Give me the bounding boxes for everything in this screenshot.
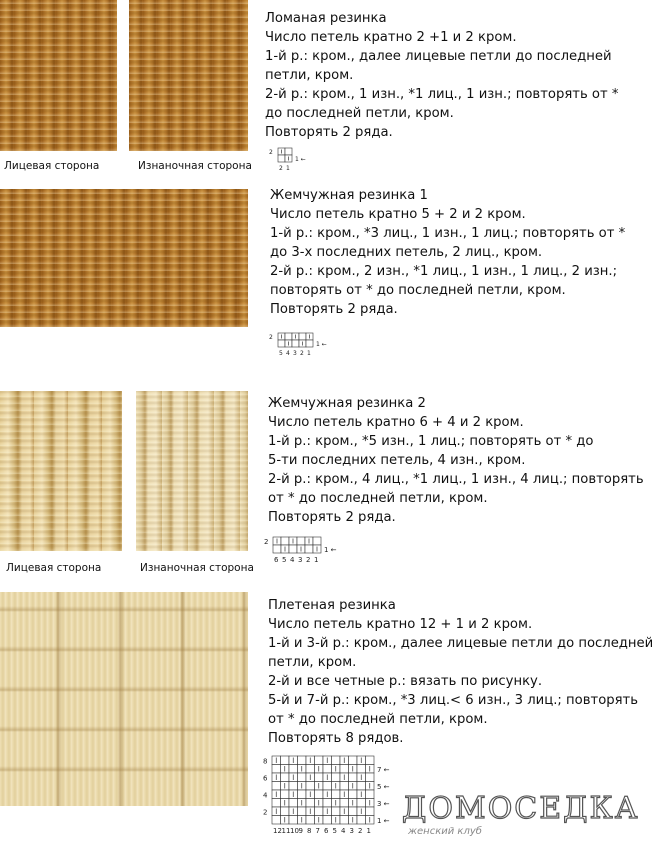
- chart-cell: [298, 807, 307, 816]
- chart-col-label: 4: [286, 350, 290, 357]
- knitting-chart-pearl-rib-1: [268, 331, 327, 363]
- caption-front-side: Лицевая сторона: [6, 562, 102, 574]
- chart-cell: [323, 782, 332, 791]
- chart-row-label: 7 ←: [377, 766, 390, 774]
- chart-col-label: 6: [274, 556, 279, 564]
- chart-cell: [349, 756, 358, 765]
- chart-col-label: 5: [282, 556, 287, 564]
- knitting-chart-pearl-rib-2: [263, 535, 335, 569]
- caption-back-side: Изнаночная сторона: [138, 160, 252, 172]
- chart-cell: [285, 333, 292, 340]
- chart-cell: [332, 756, 341, 765]
- chart-cell: [289, 782, 298, 791]
- logo-text: ДОМОСЕДКА: [402, 791, 640, 826]
- instruction-line: петли, кром.: [268, 655, 357, 670]
- chart-row-label: 2: [263, 808, 268, 817]
- chart-cell: [298, 773, 307, 782]
- chart-cell: [306, 340, 313, 347]
- chart-cell: [332, 773, 341, 782]
- section-title: Жемчужная резинка 1: [270, 188, 428, 203]
- instruction-line: Число петель кратно 2 +1 и 2 кром.: [265, 30, 517, 45]
- chart-col-label: 1: [307, 350, 311, 357]
- swatch-broken-rib-back: [129, 0, 248, 151]
- chart-cell: [349, 773, 358, 782]
- chart-cell: [306, 816, 315, 825]
- chart-col-label: 9: [298, 827, 303, 835]
- instruction-line: 5-й и 7-й р.: кром., *3 лиц.< 6 изн., 3 лиц.; повторять: [268, 693, 639, 708]
- instruction-line: 1-й р.: кром., далее лицевые петли до последней: [265, 49, 612, 64]
- chart-cell: [281, 537, 289, 545]
- chart-cell: [289, 799, 298, 808]
- chart-col-label: 4: [341, 827, 346, 835]
- chart-cell: [292, 340, 299, 347]
- chart-col-label: 2: [358, 827, 363, 835]
- instruction-line: 2-й р.: кром., 4 лиц., *1 лиц., 1 изн., 4 лиц.; повторять: [268, 472, 644, 487]
- chart-cell: [298, 756, 307, 765]
- chart-cell: [332, 790, 341, 799]
- chart-grid-svg: [263, 535, 335, 565]
- chart-cell: [315, 790, 324, 799]
- chart-col-label: 1: [366, 827, 371, 835]
- chart-cell: [299, 333, 306, 340]
- instruction-line: Число петель кратно 6 + 4 и 2 кром.: [268, 415, 524, 430]
- chart-cell: [289, 765, 298, 774]
- chart-cell: [281, 756, 290, 765]
- chart-cell: [349, 807, 358, 816]
- chart-cell: [332, 807, 341, 816]
- chart-col-label: 10: [290, 827, 299, 835]
- chart-col-label: 1: [286, 165, 290, 172]
- chart-cell: [306, 782, 315, 791]
- chart-cell: [272, 799, 281, 808]
- chart-cell: [306, 799, 315, 808]
- chart-cell: [315, 807, 324, 816]
- instruction-line: до последней петли, кром.: [265, 106, 454, 121]
- chart-cell: [272, 765, 281, 774]
- swatch-broken-rib-front: [0, 0, 117, 151]
- chart-cell: [305, 545, 313, 553]
- chart-row-label: 5 ←: [377, 783, 390, 791]
- chart-cell: [298, 790, 307, 799]
- instruction-line: 1-й р.: кром., *3 лиц., 1 изн., 1 лиц.; повторять от *: [270, 226, 626, 241]
- chart-col-label: 5: [279, 350, 283, 357]
- chart-row-label: 2: [269, 149, 273, 156]
- chart-row-label: 1 ←: [377, 817, 390, 825]
- chart-cell: [313, 537, 321, 545]
- instruction-line: 1-й р.: кром., *5 изн., 1 лиц.; повторять от * до: [268, 434, 594, 449]
- chart-row-label: 1 ←: [316, 341, 327, 348]
- chart-cell: [278, 340, 285, 347]
- chart-col-label: 5: [332, 827, 337, 835]
- chart-cell: [357, 816, 366, 825]
- section-pearl-rib-2-text: [268, 394, 644, 527]
- chart-row-label: 1 ←: [324, 546, 337, 554]
- chart-cell: [272, 816, 281, 825]
- chart-cell: [281, 790, 290, 799]
- chart-row-label: 6: [263, 774, 268, 783]
- chart-cell: [366, 773, 375, 782]
- chart-col-label: 6: [324, 827, 329, 835]
- instruction-line: 1-й и 3-й р.: кром., далее лицевые петли до последней: [268, 636, 653, 651]
- chart-cell: [323, 765, 332, 774]
- chart-cell: [340, 765, 349, 774]
- chart-row-label: 4: [263, 791, 268, 800]
- chart-cell: [366, 756, 375, 765]
- knitting-chart-broken-rib: [268, 146, 306, 178]
- logo-subtext: женский клуб: [408, 826, 482, 837]
- section-title: Ломаная резинка: [265, 11, 387, 26]
- chart-col-label: 3: [298, 556, 303, 564]
- instruction-line: 2-й р.: кром., 2 изн., *1 лиц., 1 изн., 1 лиц., 2 изн.;: [270, 264, 618, 279]
- chart-col-label: 3: [349, 827, 354, 835]
- chart-cell: [278, 155, 285, 162]
- section-broken-rib-text: [265, 9, 618, 142]
- chart-col-label: 12: [273, 827, 282, 835]
- chart-row-label: 8: [263, 757, 268, 766]
- chart-col-label: 1: [314, 556, 319, 564]
- instruction-line: Повторять 2 ряда.: [270, 302, 398, 317]
- instruction-line: 2-й и все четные р.: вязать по рисунку.: [268, 674, 543, 689]
- chart-cell: [340, 816, 349, 825]
- chart-cell: [272, 782, 281, 791]
- swatch-pearl-rib-2-back: [136, 391, 248, 551]
- knitting-chart-braided-rib: [262, 754, 388, 840]
- chart-row-label: 3 ←: [377, 800, 390, 808]
- instruction-line: повторять от * до последней петли, кром.: [270, 283, 566, 298]
- chart-cell: [273, 545, 281, 553]
- chart-row-label: 2: [269, 334, 273, 341]
- instruction-line: Число петель кратно 5 + 2 и 2 кром.: [270, 207, 526, 222]
- swatch-pearl-rib-1: [0, 189, 248, 327]
- chart-col-label: 8: [307, 827, 312, 835]
- instruction-line: от * до последней петли, кром.: [268, 712, 488, 727]
- chart-col-label: 7: [315, 827, 320, 835]
- instruction-line: Число петель кратно 12 + 1 и 2 кром.: [268, 617, 533, 632]
- instruction-line: Повторять 8 рядов.: [268, 731, 404, 746]
- caption-front-side: Лицевая сторона: [4, 160, 100, 172]
- swatch-pearl-rib-2-front: [0, 391, 122, 551]
- section-title: Плетеная резинка: [268, 598, 396, 613]
- chart-col-label: 2: [279, 165, 283, 172]
- instruction-line: Повторять 2 ряда.: [265, 125, 393, 140]
- chart-row-label: 1 ←: [295, 156, 306, 163]
- caption-back-side: Изнаночная сторона: [140, 562, 254, 574]
- chart-grid-svg: [262, 754, 388, 836]
- chart-cell: [349, 790, 358, 799]
- chart-cell: [297, 537, 305, 545]
- chart-cell: [281, 807, 290, 816]
- chart-grid-svg: [268, 146, 306, 174]
- chart-cell: [340, 782, 349, 791]
- swatch-braided-rib: [0, 592, 248, 806]
- chart-col-label: 3: [293, 350, 297, 357]
- chart-cell: [323, 799, 332, 808]
- instruction-line: Повторять 2 ряда.: [268, 510, 396, 525]
- chart-cell: [315, 773, 324, 782]
- section-pearl-rib-1-text: [270, 186, 625, 319]
- chart-col-label: 2: [300, 350, 304, 357]
- chart-grid-svg: [268, 331, 327, 359]
- chart-col-label: 11: [281, 827, 291, 835]
- instruction-line: 5-ти последних петель, 4 изн., кром.: [268, 453, 526, 468]
- instruction-line: от * до последней петли, кром.: [268, 491, 488, 506]
- chart-cell: [366, 790, 375, 799]
- chart-cell: [323, 816, 332, 825]
- chart-cell: [306, 765, 315, 774]
- chart-cell: [315, 756, 324, 765]
- chart-cell: [366, 807, 375, 816]
- logo-graphic: [398, 782, 640, 842]
- section-braided-rib-text: [268, 596, 653, 748]
- chart-cell: [289, 816, 298, 825]
- chart-cell: [281, 773, 290, 782]
- chart-col-label: 2: [306, 556, 311, 564]
- instruction-line: 2-й р.: кром., 1 изн., *1 лиц., 1 изн.; повторять от *: [265, 87, 619, 102]
- instruction-line: до 3-х последних петель, 2 лиц., кром.: [270, 245, 543, 260]
- chart-cell: [357, 765, 366, 774]
- instruction-line: петли, кром.: [265, 68, 354, 83]
- chart-row-label: 2: [264, 538, 269, 546]
- chart-cell: [357, 799, 366, 808]
- chart-col-label: 4: [290, 556, 295, 564]
- chart-cell: [289, 545, 297, 553]
- chart-cell: [285, 148, 292, 155]
- chart-cell: [357, 782, 366, 791]
- section-title: Жемчужная резинка 2: [268, 396, 426, 411]
- site-logo: [398, 782, 640, 842]
- chart-cell: [340, 799, 349, 808]
